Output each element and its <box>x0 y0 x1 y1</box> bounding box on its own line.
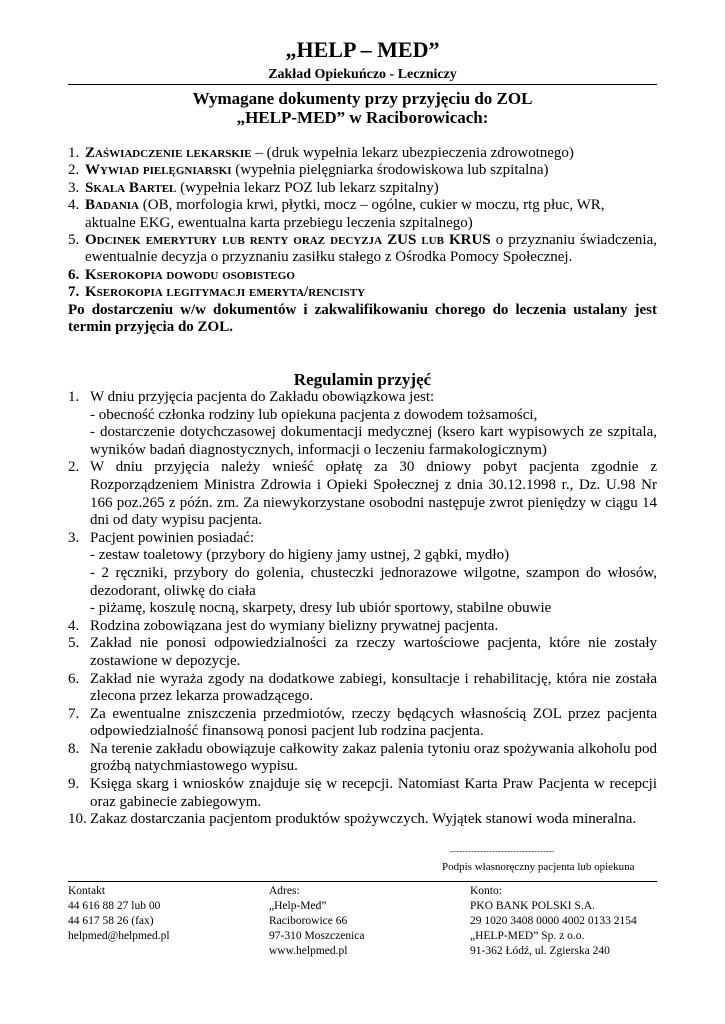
regulation-subitem: - 2 ręczniki, przybory do golenia, chusteczki jednorazowe wilgotne, szampon do włosów, dezodorant, oliwkę do ciała <box>90 564 657 599</box>
account-number: 29 1020 3408 0000 4002 0133 2154 <box>470 915 637 927</box>
document-item-name: Kserokopia dowodu osobistego <box>85 266 295 283</box>
footer-address <box>269 884 459 959</box>
documents-note: Po dostarczeniu w/w dokumentów i zakwalifikowaniu chorego do leczenia ustalany jest termin przyjęcia do ZOL. <box>68 301 657 336</box>
signature-label: Podpis własnoręczny pacjenta lub opiekuna <box>442 861 635 873</box>
document-item-text: – (druk wypełnia lekarz ubezpieczenia zdrowotnego) <box>251 145 574 161</box>
document-item-text: o przyznaniu świadczenia, ewentualnie decyzja o przyznaniu zasiłku stałego z Ośrodka Pomocy Społecznej. <box>85 232 657 266</box>
regulation-item-text: W dniu przyjęcia należy wnieść opłatę za 30 dniowy pobyt pacjenta zgodnie z Rozporządzeniem Ministra Zdrowia i Opieki Społecznej z dnia 30.12.1998 r., Dz. U.98 Nr 166 poz.265 z późn. zm. Za niewykorzystane osobodni następuje zwrot pieniędzy w ciągu 14 dni od daty wypisu pacjenta. <box>90 459 657 529</box>
document-item: 7. Kserokopia legitymacji emeryta/rencisty <box>68 284 366 301</box>
address-line: Raciborowice 66 <box>269 915 348 927</box>
footer-contact <box>68 884 258 944</box>
regulation-item-text: Na terenie zakładu obowiązuje całkowity zakaz palenia tytoniu oraz spożywania alkoholu pod groźbą natychmiastowego wypisu. <box>90 740 657 775</box>
document-item: 6. Kserokopia dowodu osobistego <box>68 266 295 283</box>
regulation-subitem: - piżamę, koszulę nocną, skarpety, dresy lub ubiór sportowy, stabilne obuwie <box>90 600 552 617</box>
document-item-text: (OB, morfologia krwi, płytki, mocz – ogólne, cukier w moczu, rtg płuc, WR, aktualne EKG, ewentualna karta przebiegu leczenia szpitalnego) <box>85 197 605 231</box>
regulation-subitem: - obecność członka rodziny lub opiekuna pacjenta z dowodem tożsamości, <box>90 406 538 423</box>
account-address: 91-362 Łódź, ul. Zgierska 240 <box>470 945 610 957</box>
website: www.helpmed.pl <box>269 945 348 957</box>
regulation-item-text: Rodzina zobowiązana jest do wymiany bielizny prywatnej pacjenta. <box>90 617 499 634</box>
regulation-item: 3. Pacjent powinien posiadać: - zestaw toaletowy (przybory do higieny jamy ustnej, 2 gąbki, mydło) - 2 ręczniki, przybory do golenia, chusteczki jednorazowe wilgotne, szampon do włosów, dezodorant, oliwkę do ciała - piżamę, koszulę nocną, skarpety, dresy lub ubiór sportowy, stabilne obuwie <box>68 529 657 617</box>
regulation-subitem: - zestaw toaletowy (przybory do higieny jamy ustnej, 2 gąbki, mydło) <box>90 547 510 564</box>
organization-title: „HELP – MED” <box>285 37 440 62</box>
document-item: 1. Zaświadczenie lekarskie – (druk wypełnia lekarz ubezpieczenia zdrowotnego) <box>68 145 574 161</box>
email-address: helpmed@helpmed.pl <box>68 930 170 942</box>
document-item-name: Kserokopia legitymacji emeryta/rencisty <box>85 284 366 301</box>
regulation-item-text: Pacjent powinien posiadać: <box>90 529 255 546</box>
regulation-item-text: Zakład nie ponosi odpowiedzialności za rzeczy wartościowe pacjenta, które nie zostały zostawione w depozycje. <box>90 635 657 669</box>
regulation-item-text: Za ewentualne zniszczenia przedmiotów, rzeczy będących własnością ZOL przez pacjenta odpowiedzialność finansową ponosi pacjent lub rodzina pacjenta. <box>90 705 657 740</box>
document-item-text: (wypełnia lekarz POZ lub lekarz szpitalny) <box>176 179 439 196</box>
document-item: 3. Skala Bartel (wypełnia lekarz POZ lub lekarz szpitalny) <box>68 179 439 196</box>
document-item-name: Wywiad pielęgniarski <box>85 162 232 179</box>
document-item-name: Skala Bartel <box>85 179 177 196</box>
document-item-name: Odcinek emerytury lub renty oraz decyzja ZUS lub KRUS <box>85 232 491 249</box>
regulation-item: 5. Zakład nie ponosi odpowiedzialności za rzeczy wartościowe pacjenta, które nie zostały zostawione w depozycje. <box>68 635 657 669</box>
address-line: „Help-Med” <box>269 900 327 912</box>
regulation-item-text: W dniu przyjęcia pacjenta do Zakładu obowiązkowa jest: <box>90 389 435 405</box>
documents-heading-line2: „HELP-MED” w Raciborowicach: <box>236 108 489 127</box>
document-item: 5. Odcinek emerytury lub renty oraz decyzja ZUS lub KRUS o przyznaniu świadczenia, ewentualnie decyzja o przyznaniu zasiłku stałego z Ośrodka Pomocy Społecznej. <box>68 232 657 266</box>
regulations-list <box>68 389 657 829</box>
address-line: 97-310 Moszczenica <box>269 930 365 942</box>
regulation-item: 9. Księga skarg i wniosków znajduje się w recepcji. Natomiast Karta Praw Pacjenta w recepcji oraz gabinecie zabiegowym. <box>68 776 657 810</box>
organization-subtitle: Zakład Opiekuńczo - Leczniczy <box>268 67 457 82</box>
regulation-item-text: Księga skarg i wniosków znajduje się w recepcji. Natomiast Karta Praw Pacjenta w recepcji oraz gabinecie zabiegowym. <box>90 776 657 810</box>
footer-contact-title: Kontakt <box>68 885 106 897</box>
regulation-item: 7. Za ewentualne zniszczenia przedmiotów, rzeczy będących własnością ZOL przez pacjenta odpowiedzialność finansową ponosi pacjent lub rodzina pacjenta. <box>68 705 657 740</box>
regulation-item: 10. Zakaz dostarczania pacjentom produktów spożywczych. Wyjątek stanowi woda mineralna. <box>68 811 657 829</box>
document-item-name: Badania <box>85 197 140 214</box>
document-item: 4. Badania (OB, morfologia krwi, płytki, mocz – ogólne, cukier w moczu, rtg płuc, WR, aktualne EKG, ewentualna karta przebiegu leczenia szpitalnego) <box>68 197 605 231</box>
footer-account-title: Konto: <box>470 885 502 897</box>
regulation-item-text: Zakład nie wyraża zgody na dodatkowe zabiegi, konsultacje i rehabilitację, która nie została zlecona przez lekarza prowadzącego. <box>90 670 657 705</box>
regulation-item: 4. Rodzina zobowiązana jest do wymiany bielizny prywatnej pacjenta. <box>68 618 657 636</box>
footer-account <box>470 884 670 959</box>
footer-address-title: Adres: <box>269 885 300 897</box>
phone-number: 44 616 88 27 lub 00 <box>68 900 161 912</box>
document-item-name: Zaświadczenie lekarskie <box>85 145 252 161</box>
regulation-item: 8. Na terenie zakładu obowiązuje całkowity zakaz palenia tytoniu oraz spożywania alkoholu pod groźbą natychmiastowego wypisu. <box>68 740 657 775</box>
regulation-item: 1. W dniu przyjęcia pacjenta do Zakładu obowiązkowa jest: - obecność członka rodziny lub opiekuna pacjenta z dowodem tożsamości, - dostarczenie dotychczasowej dokumentacji medycznej (ksero kart wypisowych ze szpitala, wyników badań diagnostycznych, informacji o leczeniu farmakologicznym) <box>68 389 657 458</box>
regulation-item-text: Zakaz dostarczania pacjentom produktów spożywczych. Wyjątek stanowi woda mineralna. <box>90 811 637 828</box>
signature-line: ...................................................................... <box>449 845 554 854</box>
fax-number: 44 617 58 26 (fax) <box>68 915 154 927</box>
header-divider <box>68 84 657 85</box>
documents-heading-line1: Wymagane dokumenty przy przyjęciu do ZOL <box>192 89 533 108</box>
regulations-heading: Regulamin przyjęć <box>293 370 432 389</box>
regulation-subitem: - dostarczenie dotychczasowej dokumentacji medycznej (ksero kart wypisowych ze szpitala, wyników badań diagnostycznych, informacji o leczeniu farmakologicznym) <box>90 424 657 458</box>
document-item-text: (wypełnia pielęgniarka środowiskowa lub szpitalna) <box>231 162 549 179</box>
documents-list <box>68 145 657 336</box>
regulation-item: 2. W dniu przyjęcia należy wnieść opłatę za 30 dniowy pobyt pacjenta zgodnie z Rozporządzeniem Ministra Zdrowia i Opieki Społecznej z dnia 30.12.1998 r., Dz. U.98 Nr 166 poz.265 z późn. zm. Za niewykorzystane osobodni następuje zwrot pieniędzy w ciągu 14 dni od daty wypisu pacjenta. <box>68 459 657 529</box>
bank-name: PKO BANK POLSKI S.A. <box>470 900 595 912</box>
account-holder: „HELP-MED” Sp. z o.o. <box>470 930 585 942</box>
footer-divider <box>68 881 657 882</box>
regulation-item: 6. Zakład nie wyraża zgody na dodatkowe zabiegi, konsultacje i rehabilitację, która nie została zlecona przez lekarza prowadzącego. <box>68 670 657 705</box>
document-item: 2. Wywiad pielęgniarski (wypełnia pielęgniarka środowiskowa lub szpitalna) <box>68 162 549 179</box>
